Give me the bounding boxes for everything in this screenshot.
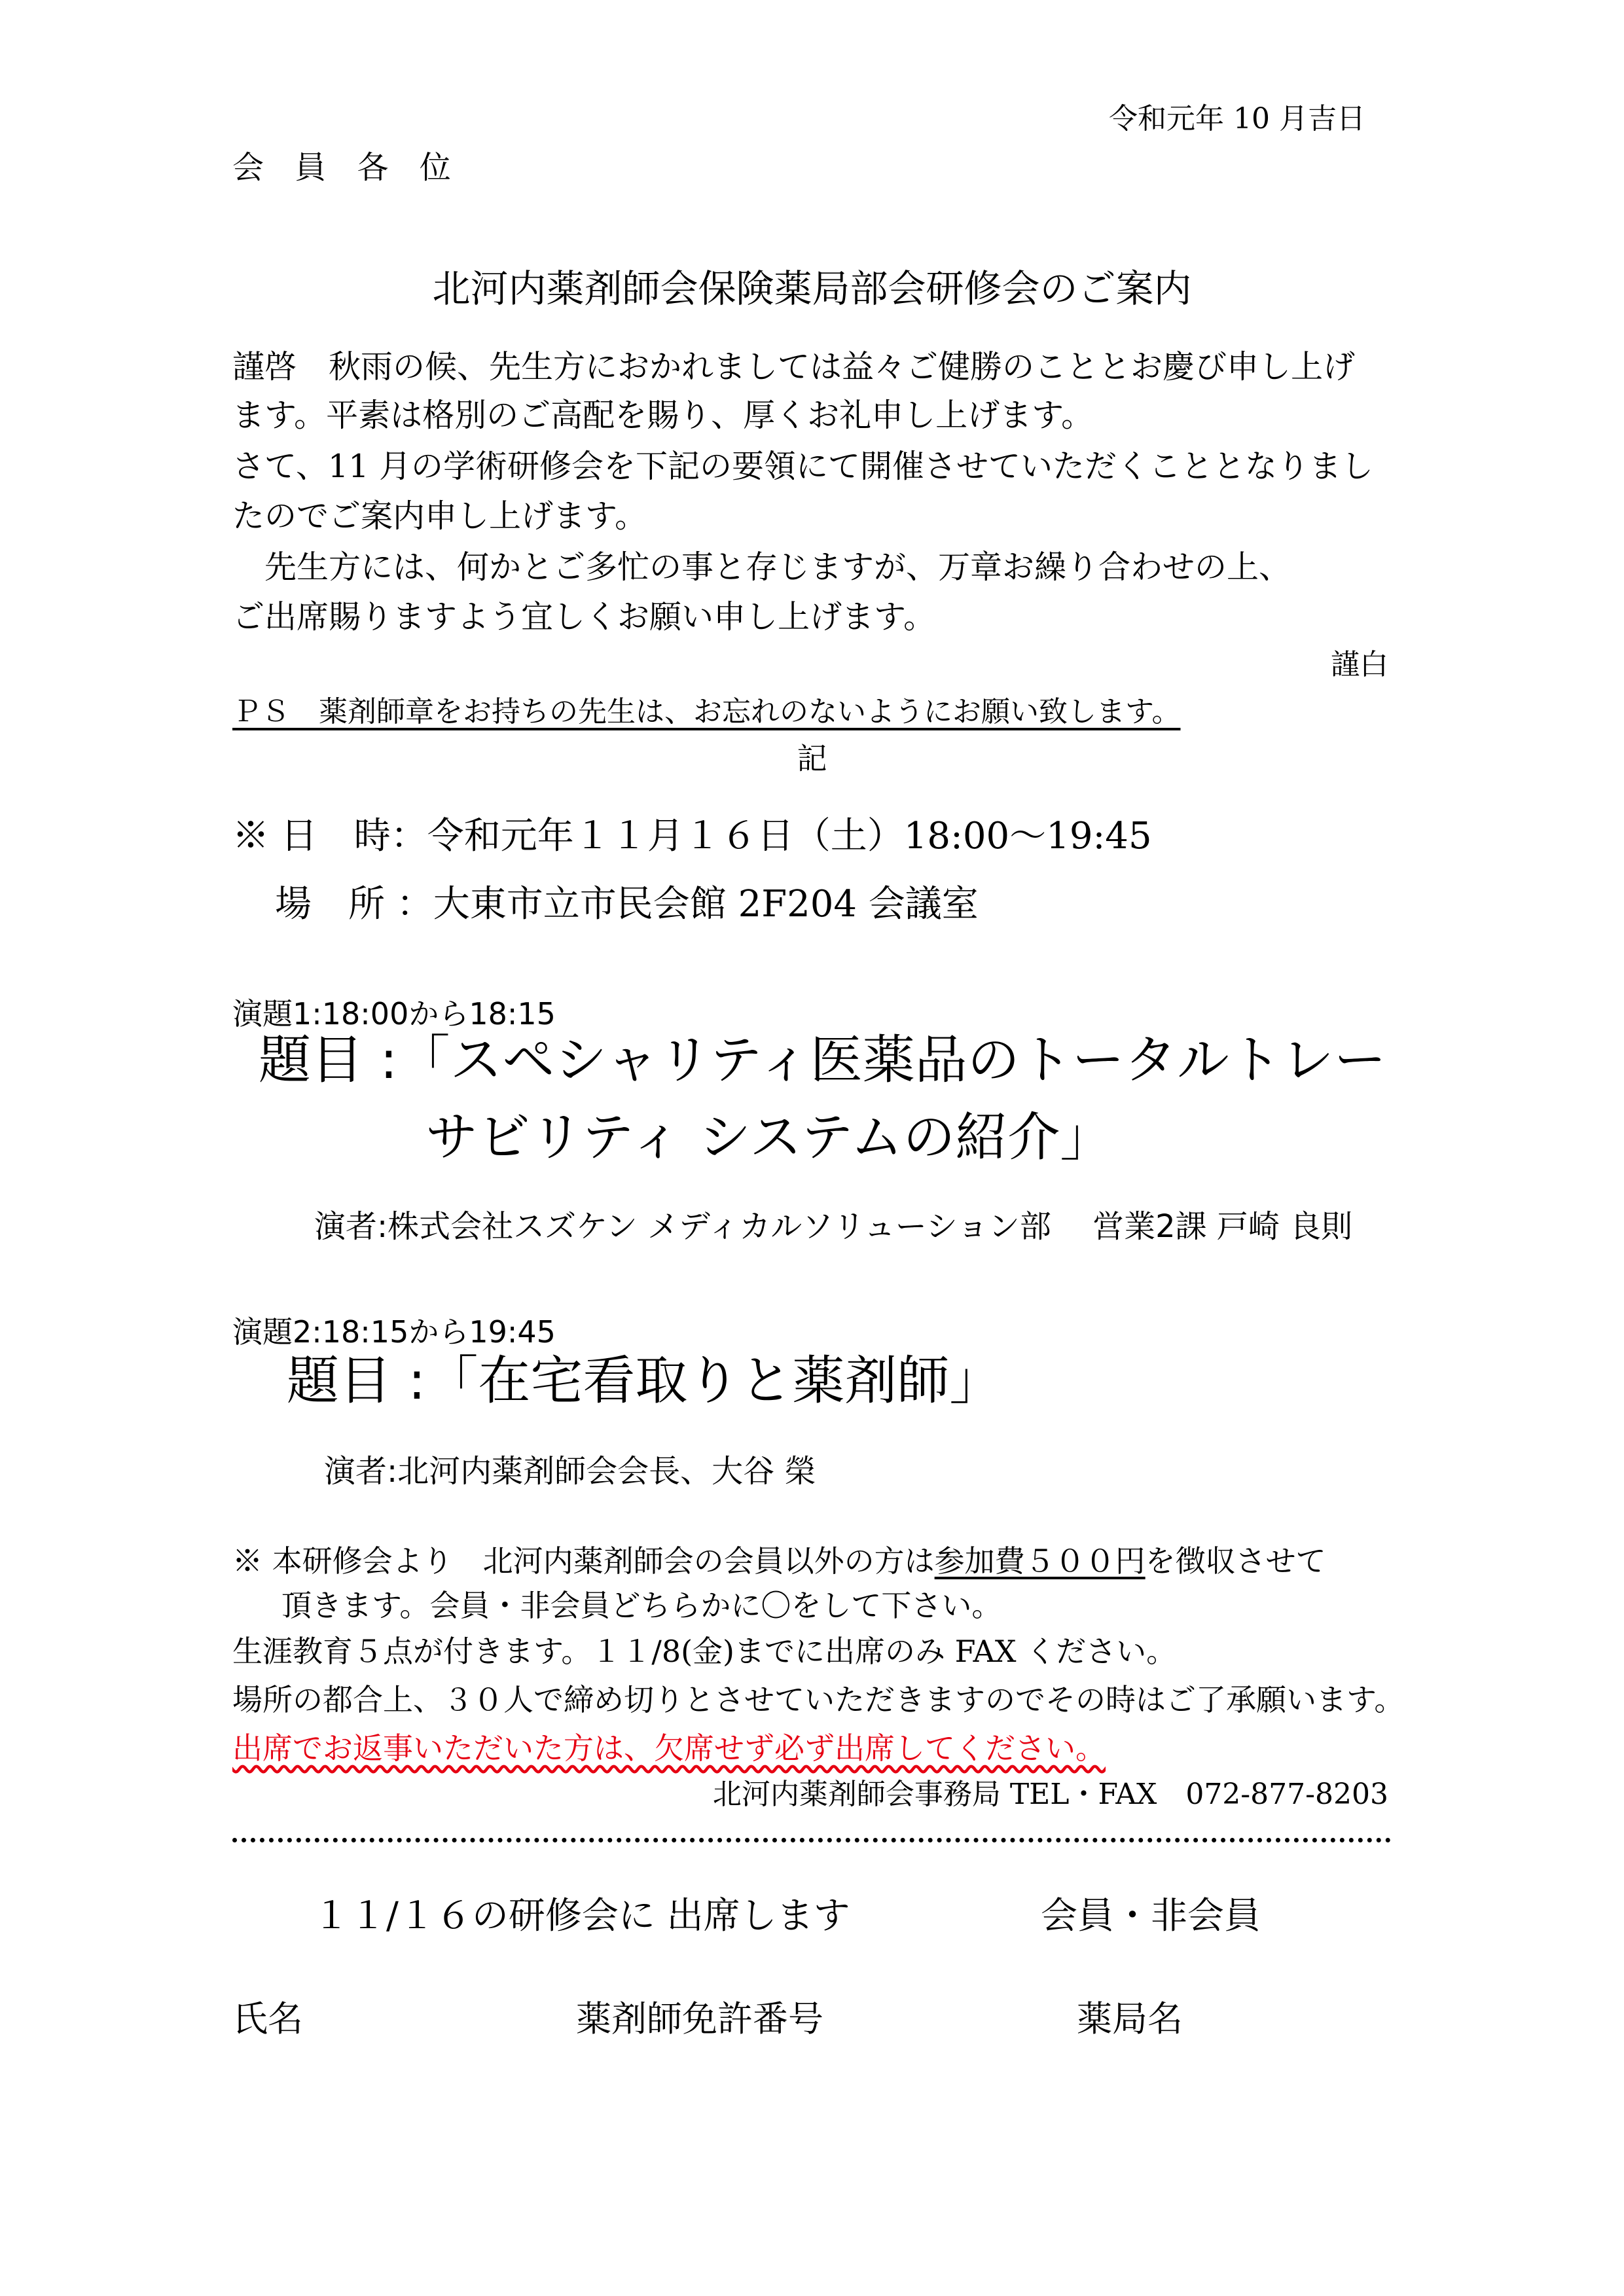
talk-1-label: 演題1:18:00から18:15 xyxy=(232,996,556,1031)
note-line-1-prefix: ※ 本研修会より 北河内薬剤師会の会員以外の方は xyxy=(232,1543,935,1579)
office-contact: 北河内薬剤師会事務局 TEL・FAX 072-877-8203 xyxy=(712,1778,1388,1811)
name-field-label: 氏名 xyxy=(232,1998,303,2039)
cut-line-divider xyxy=(232,1838,1391,1842)
event-venue: 場 所 ：大東市立市民会館 2F204 会議室 xyxy=(275,883,979,925)
greeting-line-1: 謹啓 秋雨の候、先生方におかれましては益々ご健勝のこととお慶び申し上げ xyxy=(232,348,1356,386)
note-line-4: 場所の都合上、３０人で締め切りとさせていただきますのでその時はご了承願います。 xyxy=(232,1682,1405,1717)
greeting-line-6: ご出席賜りますよう宜しくお願い申し上げます。 xyxy=(232,598,936,636)
note-line-3: 生涯教育５点が付きます。１１/8(金)までに出席のみ FAX ください。 xyxy=(232,1634,1177,1669)
talk-2-speaker: 演者:北河内薬剤師会会長、大谷 榮 xyxy=(324,1453,816,1490)
document-title: 北河内薬剤師会保険薬局部会研修会のご案内 xyxy=(432,266,1192,311)
pharmacy-name-field-label: 薬局名 xyxy=(1077,1998,1183,2039)
note-line-2: 頂きます。会員・非会員どちらかに〇をして下さい。 xyxy=(281,1588,1002,1623)
greeting-line-4: たのでご案内申し上げます。 xyxy=(232,497,647,535)
greeting-line-5: 先生方には、何かとご多忙の事と存じますが、万章お繰り合わせの上、 xyxy=(232,548,1291,586)
document-date: 令和元年 10 月吉日 xyxy=(1109,102,1365,135)
license-number-field-label: 薬剤師免許番号 xyxy=(576,1998,823,2039)
greeting-line-2: ます。平素は格別のご高配を賜り、厚くお礼申し上げます。 xyxy=(232,397,1094,434)
talk-1-title-line-2: サビリティ システムの紹介」 xyxy=(425,1107,1113,1168)
attendance-warning: 出席でお返事いただいた方は、欠席せず必ず出席してください。 xyxy=(232,1731,1106,1766)
closing-word: 謹白 xyxy=(1331,648,1388,681)
addressee: 会 員 各 位 xyxy=(232,149,461,186)
talk-1-title-line-1: 題目 :「スペシャリティ医薬品のトータルトレー xyxy=(259,1030,1386,1090)
note-line-1-suffix: を徴収させて xyxy=(1145,1543,1326,1579)
talk-1-speaker: 演者:株式会社スズケン メディカルソリューション部 営業2課 戸崎 良則 xyxy=(314,1208,1353,1245)
talk-2-label: 演題2:18:15から19:45 xyxy=(232,1314,556,1350)
greeting-line-3: さて、11 月の学術研修会を下記の要領にて開催させていただくこととなりまし xyxy=(232,448,1373,485)
postscript: ＰＳ 薬剤師章をお持ちの先生は、お忘れのないようにお願い致します。 xyxy=(232,695,1181,728)
ki-heading: 記 xyxy=(797,741,827,776)
talk-2-title: 題目 :「在宅看取りと薬剤師」 xyxy=(287,1350,1002,1411)
attendance-statement: １１/１６の研修会に 出席します xyxy=(313,1895,850,1937)
note-line-1 xyxy=(232,1543,1326,1579)
membership-choice[interactable]: 会員・非会員 xyxy=(1041,1895,1261,1937)
event-datetime: ※ 日 時：令和元年１１月１６日（土）18:00～19:45 xyxy=(232,815,1152,857)
participation-fee: 参加費５００円 xyxy=(934,1543,1146,1579)
